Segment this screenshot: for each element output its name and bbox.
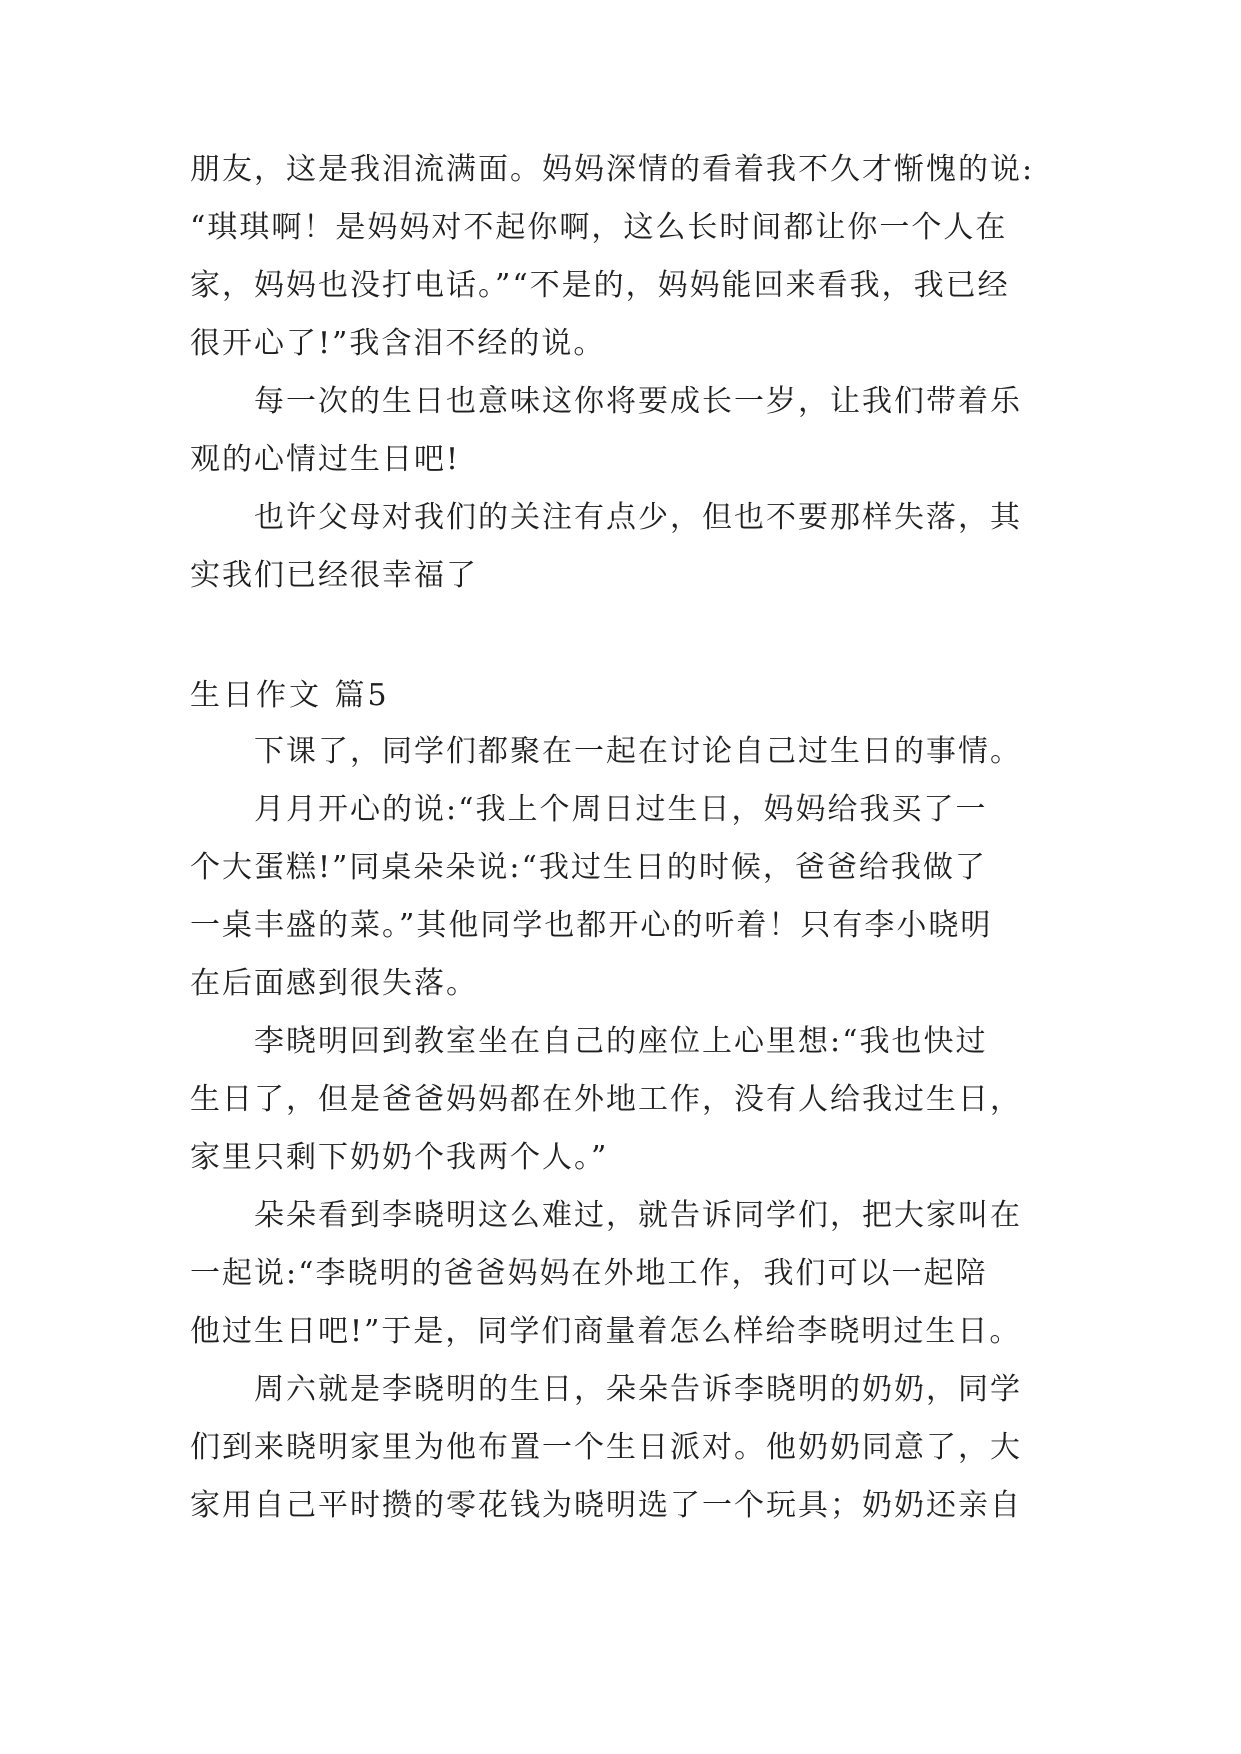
paragraph-line: 朋友，这是我泪流满面。妈妈深情的看着我不久才惭愧的说: — [190, 152, 1035, 187]
paragraph-line: 很开心了!”我含泪不经的说。 — [190, 326, 606, 361]
paragraph-line: 们到来晓明家里为他布置一个生日派对。他奶奶同意了，大 — [190, 1430, 1022, 1465]
paragraph-line: 家，妈妈也没打电话。”“不是的，妈妈能回来看我，我已经 — [190, 268, 1010, 303]
paragraph-line: 下课了，同学们都聚在一起在讨论自己过生日的事情。 — [254, 734, 1022, 769]
paragraph-line: 李晓明回到教室坐在自己的座位上心里想:“我也快过 — [254, 1024, 988, 1059]
paragraph-line: 个大蛋糕!”同桌朵朵说:“我过生日的时候，爸爸给我做了 — [190, 850, 987, 885]
paragraph-line: 朵朵看到李晓明这么难过，就告诉同学们，把大家叫在 — [254, 1198, 1022, 1233]
paragraph-line: 月月开心的说:“我上个周日过生日，妈妈给我买了一 — [254, 792, 988, 827]
paragraph-line: 实我们已经很幸福了 — [190, 558, 478, 593]
paragraph-line: 也许父母对我们的关注有点少，但也不要那样失落，其 — [254, 500, 1022, 535]
paragraph-line: 观的心情过生日吧! — [190, 442, 461, 477]
paragraph-line: 一桌丰盛的菜。”其他同学也都开心的听着！只有李小晓明 — [190, 908, 993, 943]
paragraph-line: 家里只剩下奶奶个我两个人。” — [190, 1140, 609, 1175]
paragraph-line: 他过生日吧!”于是，同学们商量着怎么样给李晓明过生日。 — [190, 1314, 1022, 1349]
paragraph-line: “琪琪啊！是妈妈对不起你啊，这么长时间都让你一个人在 — [190, 210, 1008, 245]
paragraph-line: 一起说:“李晓明的爸爸妈妈在外地工作，我们可以一起陪 — [190, 1256, 988, 1291]
section-heading: 生日作文 篇5 — [190, 678, 390, 713]
paragraph-line: 周六就是李晓明的生日，朵朵告诉李晓明的奶奶，同学 — [254, 1372, 1022, 1407]
paragraph-line: 在后面感到很失落。 — [190, 966, 478, 1001]
paragraph-line: 家用自己平时攒的零花钱为晓明选了一个玩具；奶奶还亲自 — [190, 1488, 1022, 1523]
paragraph-line: 每一次的生日也意味这你将要成长一岁，让我们带着乐 — [254, 384, 1022, 419]
paragraph-line: 生日了，但是爸爸妈妈都在外地工作，没有人给我过生日， — [190, 1082, 1022, 1117]
